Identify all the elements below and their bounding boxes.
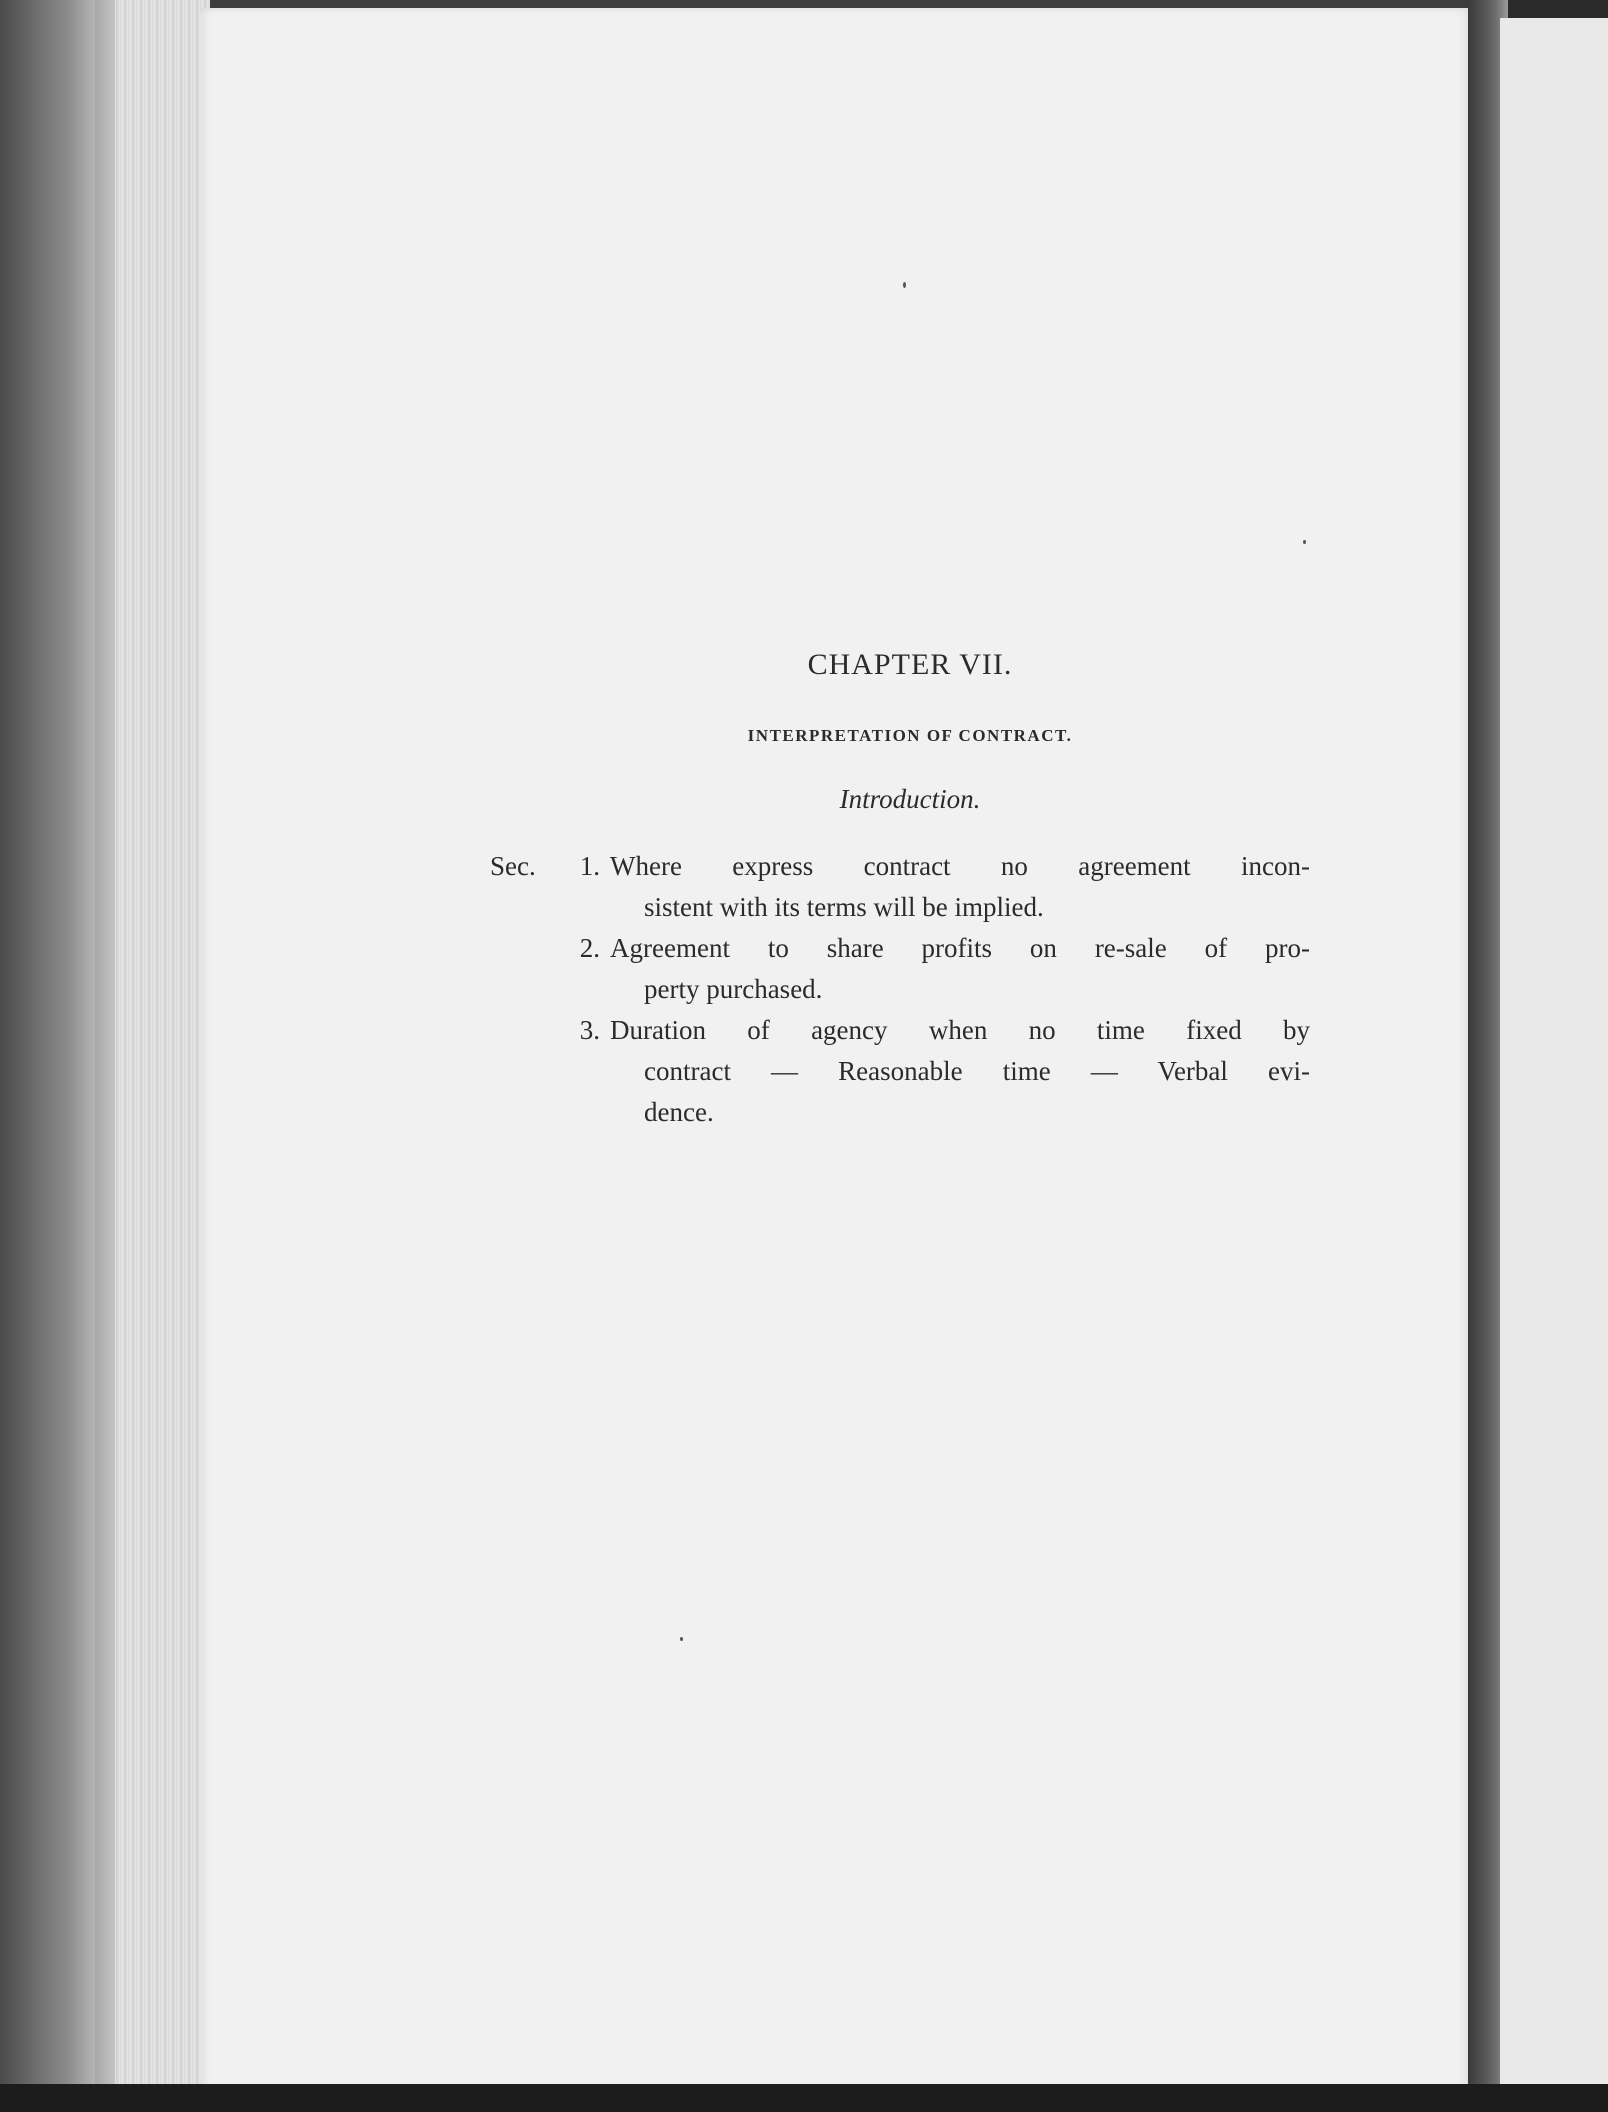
section-line: perty purchased. [644,974,823,1004]
book-spine-shadow [0,0,95,2112]
chapter-title: CHAPTER VII. [807,648,1013,681]
section-line: Duration of agency when no time fixed by [610,1015,1310,1045]
section-line: Agreement to share profits on re-sale of pro- [610,933,1310,963]
section-text [610,846,1310,928]
intro-heading: Introduction. [839,784,981,814]
section-item-3 [490,1010,1320,1133]
section-prefix: Sec. [490,851,536,881]
section-text [610,1010,1310,1133]
section-line: dence. [644,1097,714,1127]
section-item-2 [490,928,1320,1010]
section-line: Where express contract no agreement incon- [610,851,1310,881]
section-number: 3. [579,1015,600,1045]
chapter-subtitle: INTERPRETATION OF CONTRACT. [747,726,1073,745]
book-page-edges [0,0,210,2112]
section-prefix [490,928,560,1010]
scan-top-border [200,0,1500,8]
scan-speck [680,1637,683,1641]
section-number: 1. [579,851,600,881]
section-text [610,928,1310,1010]
next-page-sliver [1500,18,1608,2088]
scan-bottom-border [0,2084,1608,2112]
section-item-1 [490,846,1320,928]
section-list [490,846,1320,1133]
scan-speck [1303,540,1306,544]
section-prefix [490,1010,560,1133]
section-number: 2. [579,933,600,963]
section-line: contract — Reasonable time — Verbal evi- [644,1056,1310,1086]
book-inner-strip [95,0,115,2112]
section-line: sistent with its terms will be implied. [644,892,1044,922]
scan-speck [903,282,906,288]
